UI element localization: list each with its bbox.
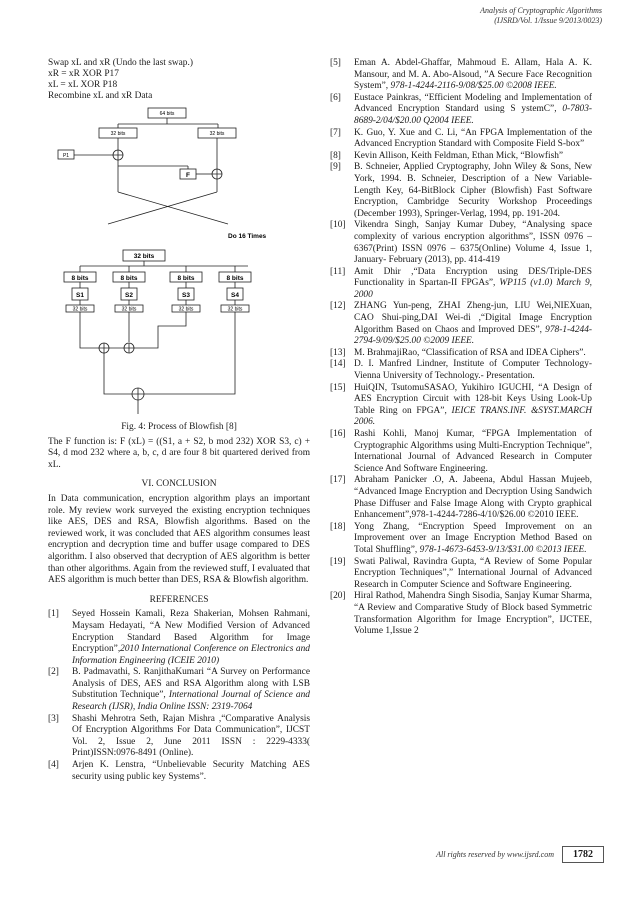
header-title: Analysis of Cryptographic Algorithms: [480, 6, 602, 15]
reference-item: [330, 220, 592, 266]
reference-number: [16]: [330, 429, 346, 439]
reference-number: [20]: [330, 591, 346, 602]
reference-number: [17]: [330, 475, 346, 486]
reference-item: [330, 475, 592, 521]
blowfish-figure: [48, 104, 310, 422]
reference-text: [354, 348, 592, 360]
reference-body: M. BrahmajiRao, “Classification of RSA and IDEA Ciphers”.: [354, 347, 586, 358]
reference-item: [48, 667, 310, 713]
reference-body: Amit Dhir ,“Data Encryption using DES/Triple-DES Functionality in Spartan-II FPGAs”,: [354, 266, 592, 289]
reference-number: [3]: [48, 713, 59, 724]
reference-body: HuiQIN, TsutomuSASAO, Yukihiro IGUCHI, “A Design of AES Encryption Circuit with 128-bit Keys Using Look-Up Table Ring on FPGA”,: [354, 382, 592, 416]
sbox-out-label: 32 bits: [178, 306, 194, 313]
conclusion-text: In Data communication, encryption algorithm plays an important role. My review work surveyed the existing encryption techniques like AES, DES and RSA, Blowfish algorithms. Based on the reviewed work, it was concluded that AES algorithm consumes least encryption and decryption time and buffer usage compared to DES algorithm. I also observed that decryption of AES algorithm is better than other algorithms. Again from the reviewed stuff, I evaluated that AES algorithm is much better than DES, RSA & Blowfish algorithm.: [48, 493, 310, 586]
reference-body: Eman A. Abdel-Ghaffar, Mahmoud E. Allam, Hala A. K. Mansour, and M. A. Abo-Alsoud, ”A Secure Face Recognition System”,: [354, 58, 592, 92]
reference-item: [330, 348, 592, 360]
sbox-out-label: 32 bits: [227, 306, 243, 313]
sbox-label: S3: [182, 292, 190, 299]
reference-body: K. Guo, Y. Xue and C. Li, “An FPGA Implementation of the Advanced Encryption Standard with Composite Field S-box”: [354, 127, 592, 150]
reference-italic: WP115 (v1.0) March 9, 2000: [354, 278, 593, 300]
reference-item: [330, 162, 592, 220]
reference-body: Eustace Painkras, “Efficient Modeling and Implementation of Advanced Encryption Standard using S ystemC”,: [354, 92, 592, 115]
byte-label: 8 bits: [177, 275, 195, 282]
reference-number: [12]: [330, 301, 346, 312]
header-issue: (IJSRD/Vol. 1/Issue 9/2013/0023): [494, 16, 602, 25]
reference-text: [354, 557, 592, 592]
reference-number: [19]: [330, 556, 346, 567]
xor-lines-3: [124, 320, 186, 353]
section-heading-references: REFERENCES: [149, 594, 209, 605]
reference-text: [354, 93, 592, 128]
label-right-32: 32 bits: [209, 131, 225, 137]
reference-number: [9]: [330, 162, 341, 173]
byte-label: 8 bits: [71, 275, 89, 282]
reference-item: [330, 128, 592, 151]
reference-number: [8]: [330, 150, 341, 161]
page-footer: [436, 846, 604, 863]
split-lines: [118, 118, 218, 128]
reference-item: [330, 557, 592, 592]
sbox-feed: [80, 282, 235, 288]
pseudo-line: Recombine xL and xR Data: [48, 91, 153, 101]
reference-number: [10]: [330, 220, 346, 231]
f-function-text: The F function is: F (xL) = ((S1, a + S2, b mod 232) XOR S3, c) + S4, d mod 232 where a, b, c, d are four 8 bit quartered derived from xL.: [48, 436, 310, 470]
reference-body: ZHANG Yun-peng, ZHAI Zheng-jun, LIU Wei,NIEXuan, CAO Shui-ping,DAI Wei-di ,“Digital Image Encryption Algorithm Based on Chaos and Improved DES”,: [354, 301, 592, 335]
page-number: 1782: [562, 846, 604, 863]
footer-rights: All rights reserved by www.ijsrd.com: [436, 850, 554, 859]
reference-text: [354, 128, 592, 151]
reference-number: [5]: [330, 58, 341, 68]
reference-italic: 978-1-4244-2794-9/09/$25.00 ©2009 IEEE.: [354, 324, 593, 347]
reference-text: [354, 429, 592, 475]
reference-italic: 2010 International Conference on Electronics and Information Engineering (ICEIE 2010): [72, 644, 310, 666]
reference-italic: 0-7803-8689-2/04/$20.00 Q2004 IEEE.: [354, 104, 593, 126]
reference-body: Swati Paliwal, Ravindra Gupta, “A Review of Some Popular Encryption Techniques”,” International Journal of Advanced Research in Computer Science and Software Engineering.: [354, 556, 592, 590]
reference-italic: International Journal of Science and Research (IJSR), India Online ISSN: 2319-7064: [72, 690, 310, 713]
reference-number: [15]: [330, 382, 346, 393]
sbox-label: S2: [125, 292, 133, 299]
reference-body: Yong Zhang, “Encryption Speed Improvement on an Improvement over an Image Encryption Method Based on Total Shuffling”,: [354, 521, 592, 555]
add-lines-2: [104, 366, 144, 414]
sbox-out-lines: [80, 300, 235, 305]
byte-label: 8 bits: [226, 275, 244, 282]
reference-italic: 978-1-4673-6453-9/13/$31.00 ©2013 IEEE.: [419, 544, 587, 555]
reference-text: [354, 475, 592, 521]
reference-number: [18]: [330, 521, 346, 532]
reference-list: [330, 58, 592, 638]
sbox-label: S4: [231, 292, 239, 299]
xor-lines-2: [212, 138, 222, 192]
reference-item: [330, 301, 592, 347]
sbox-out-label: 32 bits: [121, 306, 137, 313]
right-column: [330, 58, 592, 638]
reference-text: [354, 522, 592, 557]
f-input-label: 32 bits: [133, 253, 155, 260]
reference-item: [330, 267, 592, 302]
reference-text: [354, 591, 592, 637]
reference-item: [330, 591, 592, 637]
reference-body: Seyed Hossein Kamali, Reza Shakerian, Mohsen Rahmani, Maysam Hedayati, “A New Modified Version of Advanced Encryption Standard Based Algorithm for Image Encryption”,: [72, 609, 310, 655]
reference-text: [354, 58, 592, 93]
reference-number: [6]: [330, 92, 341, 103]
left-column: [48, 58, 310, 783]
reference-italic: IEICE TRANS.INF. &SYST.MARCH 2006.: [354, 405, 592, 428]
reference-text: Shashi Mehrotra Seth, Rajan Mishra ,“Comparative Analysis Of Encryption Algorithms For Data Communication”, IJCST Vol. 2, Issue 2, June 2011 ISSN : 2229-4333( Print)ISSN:0976-8491 (Online).: [72, 713, 310, 759]
f-feed: [118, 160, 188, 192]
pseudo-line: xR = xR XOR P17: [48, 69, 119, 79]
rounds-label: Do 16 Times: [228, 233, 267, 240]
reference-item: [330, 58, 592, 93]
reference-number: [1]: [48, 609, 59, 620]
reference-item: [330, 359, 592, 382]
reference-list: [48, 609, 310, 783]
reference-text: Arjen K. Lenstra, “Unbelievable Security Matching AES security using public key Systems”.: [72, 760, 310, 782]
reference-text: [72, 667, 310, 713]
reference-item: [330, 93, 592, 128]
p-label: P1: [62, 153, 70, 159]
reference-body: Vikendra Singh, Sanjay Kumar Dubey, “Analysing space complexity of various encryption algorithms”, ISSN 0976 – 6367(Print) ISSN 0976 – 6375(Online) Volume 4, Issue 1, January- February (2013), pp. 414-419: [354, 220, 592, 266]
reference-text: [354, 220, 592, 266]
figure-caption: Fig. 4: Process of Blowfish [8]: [121, 422, 237, 432]
reference-item: [48, 609, 310, 667]
reference-item: [330, 383, 592, 429]
reference-text: [72, 609, 310, 667]
swap-cross: [108, 192, 228, 224]
sbox-out-label: 32 bits: [72, 306, 88, 313]
reference-body: Rashi Kohli, Manoj Kumar, “FPGA Implementation of Cryptographic Algorithms using Multi-Encryption Technique”, International Journal of Advanced Research in Computer Science And Software Engineering.: [354, 429, 592, 474]
reference-body: Abraham Panicker .O, A. Jabeena, Abdul Hassan Mujeeb, “Advanced Image Encryption and Decryption Using Sandwich Phase Diffuser and False Image Along with Crypto graphical Enhancement”,978-1-4244-7286-4/10/$26.00 ©2010 IEEE.: [354, 475, 592, 521]
label-64: 64 bits: [159, 111, 175, 117]
running-header: [480, 6, 602, 26]
byte-label: 8 bits: [120, 275, 138, 282]
reference-number: [14]: [330, 359, 346, 370]
reference-text: [354, 383, 592, 429]
reference-item: [48, 760, 310, 783]
reference-body: Hiral Rathod, Mahendra Singh Sisodia, Sanjay Kumar Sharma, “A Review and Comparative Study of Block based Symmetric Transformation Algorithm for Image Encryption”, IJCTEE, Volume 1,Issue 2: [354, 591, 592, 637]
label-left-32: 32 bits: [110, 131, 126, 137]
reference-item: [330, 429, 592, 475]
reference-number: [13]: [330, 347, 346, 358]
reference-item: [330, 522, 592, 557]
reference-number: [7]: [330, 127, 341, 138]
reference-body: B. Schneier, Applied Cryptography, John Wiley & Sons, New York, 1994. B. Schneier, Description of a New Variable-Length Key, 64-BitBlock Cipher (Blowfish) Fast Software Encryption, Cambridge Security Workshop Proceedings (December 1993), Springer-Verlag, 1994, pp. 191-204.: [354, 162, 592, 219]
reference-item: [330, 151, 592, 163]
reference-item: [48, 714, 310, 760]
reference-text: [354, 151, 592, 163]
reference-number: [2]: [48, 667, 59, 678]
sbox-label: S1: [76, 292, 84, 299]
f-split: [80, 261, 248, 272]
reference-body: D. I. Manfred Lindner, Institute of Computer Technology-Vienna University of Technology.- Presentation.: [354, 359, 592, 382]
pseudo-line: Swap xL and xR (Undo the last swap.): [48, 58, 193, 68]
blowfish-diagram: [48, 104, 310, 422]
reference-number: [4]: [48, 760, 59, 771]
reference-number: [11]: [330, 266, 346, 277]
reference-italic: 978-1-4244-2116-9/08/$25.00 ©2008 IEEE.: [390, 81, 557, 92]
reference-text: [354, 162, 592, 220]
reference-text: [354, 267, 592, 302]
f-label: F: [186, 172, 190, 179]
section-heading-conclusion: VI. CONCLUSION: [141, 479, 217, 490]
reference-text: [354, 301, 592, 347]
reference-body: B. Padmavathi, S. RanjithaKumari “A Survey on Performance Analysis of DES, AES and RSA Algorithm along with LSB Substitution Technique”,: [72, 667, 310, 701]
reference-text: [354, 359, 592, 382]
reference-body: Kevin Allison, Keith Feldman, Ethan Mick, “Blowfish”: [354, 150, 564, 161]
pseudo-line: xL = xL XOR P18: [48, 80, 118, 90]
